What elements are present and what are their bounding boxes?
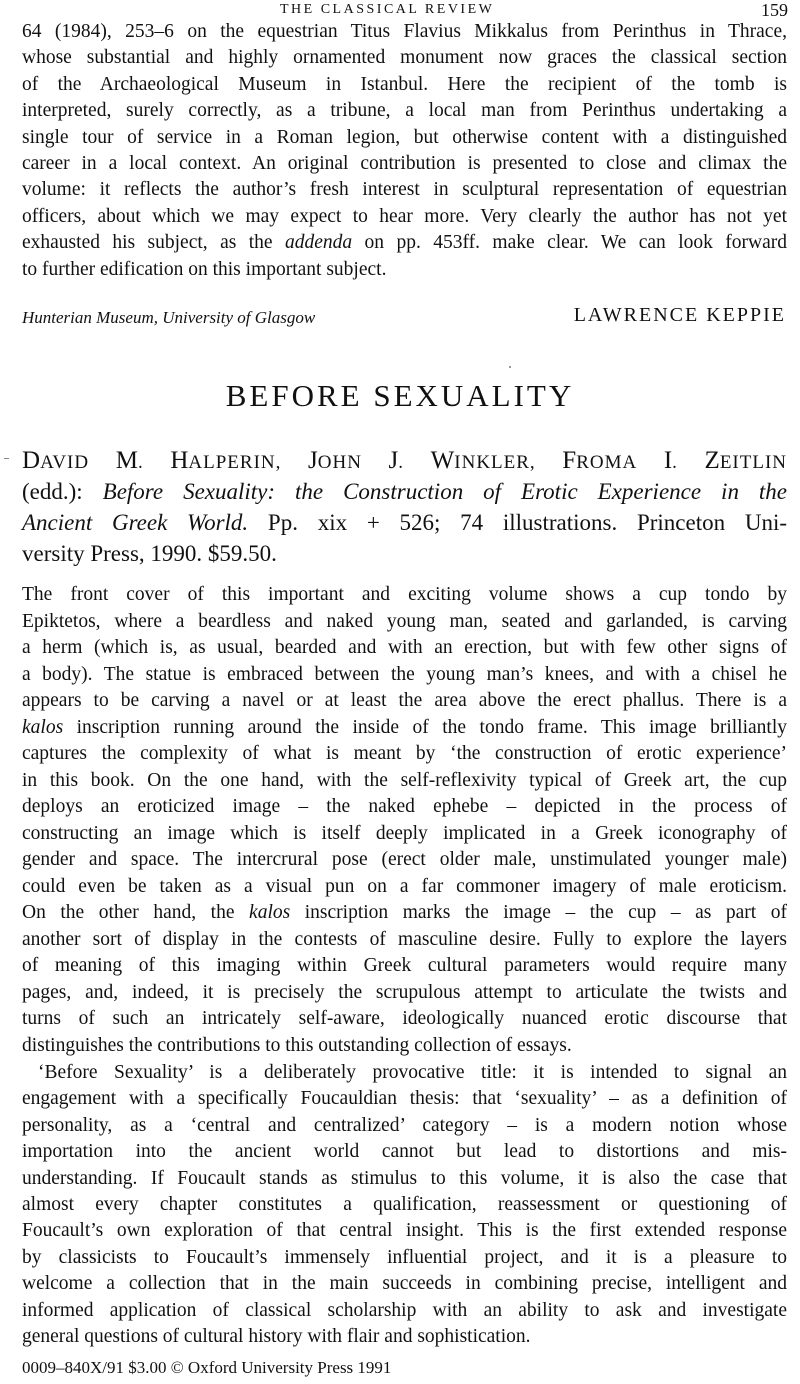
text-line: almost every chapter constitutes a qualification, reassessment or questioning of — [22, 1194, 787, 1215]
text-line: pages, and, indeed, it is precisely the scrupulous attempt to articulate the twists and — [22, 981, 787, 1003]
book-details: Pp. xix + 526; 74 illustrations. Princeton Uni- — [267, 510, 788, 535]
text-line: whose substantial and highly ornamented monument now graces the classical section — [22, 47, 787, 69]
running-head — [0, 0, 800, 20]
text-line: in this book. On the one hand, with the self-reflexivity typical of Greek art, the cup — [22, 769, 787, 791]
text-line: another sort of display in the contests of masculine desire. Fully to explore the layers — [22, 928, 787, 950]
book-authors: DAVID M. HALPERIN, JOHN J. WINKLER, FROMA I. ZEITLIN — [22, 447, 788, 474]
book-title-part-1: Before Sexuality: the Construction of Erotic Experience in the — [102, 479, 788, 504]
text-line: could even be taken as a visual pun on a far commoner imagery of male eroticism. — [22, 875, 787, 897]
bibliographic-line-1 — [22, 476, 787, 507]
text-line: deploys an eroticized image – the naked ephebe – depicted in the process of — [22, 796, 787, 817]
text-line: Epiktetos, where a beardless and naked young man, seated and garlanded, is carving — [22, 610, 787, 632]
text-line: Foucault’s own exploration of that central insight. This is the first extended response — [22, 1220, 787, 1242]
copyright-footer: 0009–840X/91 $3.00 © Oxford University Press 1991 — [22, 1358, 392, 1377]
text-line: captures the complexity of what is meant by ‘the construction of erotic experience’ — [22, 743, 787, 764]
text-line: to further edification on this important subject. — [22, 258, 387, 280]
text-line: of meaning of this imaging within Greek cultural parameters would require many — [22, 955, 787, 976]
text-line: distinguishes the contributions to this outstanding collection of essays. — [22, 1034, 572, 1056]
text-line: volume: it reflects the author’s fresh interest in sculptural representation of equestrian — [22, 179, 787, 201]
page-number: 159 — [761, 0, 788, 20]
text-line: importation into the ancient world cannot but lead to distortions and mis- — [22, 1141, 787, 1163]
review-title: BEFORE SEXUALITY — [225, 378, 575, 413]
bibliographic-line-3: versity Press, 1990. $59.50. — [22, 541, 277, 566]
bibliographic-authors — [22, 445, 787, 478]
text-line: officers, about which we may expect to hear more. Very clearly the author has not yet — [22, 205, 787, 227]
editors-abbrev: (edd.): — [22, 479, 83, 504]
text-line: general questions of cultural history with flair and sophistication. — [22, 1326, 531, 1347]
stray-mark — [509, 366, 511, 368]
text-line: by classicists to Foucault’s immensely influential project, and it is a pleasure to — [22, 1246, 787, 1268]
text-line: interpreted, surely correctly, as a tribune, a local man from Perinthus undertaking a — [22, 100, 787, 122]
text-line: gender and space. The intercrural pose (erect older male, unstimulated younger male) — [22, 849, 787, 870]
text-line: The front cover of this important and exciting volume shows a cup tondo by — [22, 584, 787, 605]
text-line: appears to be carving a navel or at least the area above the erect phallus. There is a — [22, 690, 787, 711]
text-line: ‘Before Sexuality’ is a deliberately provocative title: it is intended to signal an — [38, 1062, 787, 1083]
text-line: welcome a collection that in the main succeeds in combining precise, intelligent and — [22, 1273, 787, 1295]
text-line: single tour of service in a Roman legion, but otherwise content with a distinguished — [22, 126, 787, 148]
text-line: informed application of classical scholarship with an ability to ask and investigate — [22, 1299, 787, 1321]
reviewer-name: LAWRENCE KEPPIE — [573, 304, 786, 326]
text-line: a body). The statue is embraced between the young man’s knees, and with a chisel he — [22, 663, 787, 685]
text-line: 64 (1984), 253–6 on the equestrian Titus Flavius Mikkalus from Perinthus in Thrace, — [22, 21, 787, 42]
text-line: a herm (which is, as usual, bearded and with an erection, but with few other signs of — [22, 637, 787, 658]
book-title-part-2: Ancient Greek World. — [22, 510, 249, 535]
bibliographic-line-2 — [22, 507, 787, 538]
text-line: turns of such an intricately self-aware, ideologically nuanced erotic discourse that — [22, 1008, 787, 1029]
text-line: constructing an image which is itself deeply implicated in a Greek iconography of — [22, 822, 787, 844]
text-line: personality, as a ‘central and centralized’ category – is a modern notion whose — [22, 1114, 787, 1136]
text-line: understanding. If Foucault stands as stimulus to this volume, it is also the case that — [22, 1167, 787, 1189]
reviewer-affiliation: Hunterian Museum, University of Glasgow — [22, 308, 316, 327]
text-line: career in a local context. An original contribution is presented to close and climax the — [22, 153, 787, 174]
text-line: exhausted his subject, as the addenda on pp. 453ff. make clear. We can look forward — [22, 232, 787, 254]
text-line: engagement with a specifically Foucauldian thesis: that ‘sexuality’ – as a definition of — [22, 1088, 787, 1110]
text-line: kalos inscription running around the inside of the tondo frame. This image brilliantly — [22, 716, 787, 738]
margin-mark — [4, 458, 9, 459]
text-line: On the other hand, the kalos inscription marks the image – the cup – as part of — [22, 902, 787, 923]
journal-title: THE CLASSICAL REVIEW — [280, 2, 495, 17]
text-line: of the Archaeological Museum in Istanbul. Here the recipient of the tomb is — [22, 73, 787, 95]
